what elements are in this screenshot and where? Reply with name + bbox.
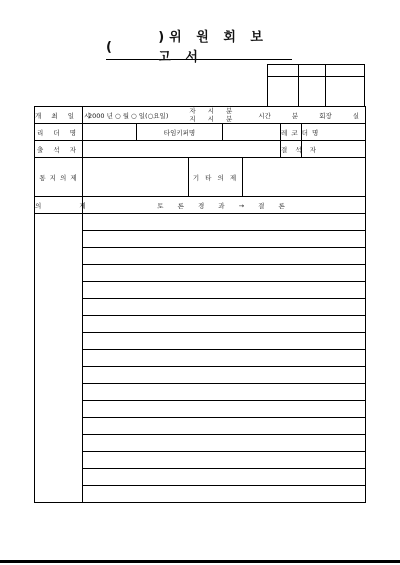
- body-line-row: [35, 299, 366, 316]
- body-line-row: [35, 333, 366, 350]
- discussion-line[interactable]: [83, 486, 366, 503]
- timekeeper-label: 타임키퍼명: [137, 124, 223, 141]
- discussion-line[interactable]: [83, 418, 366, 435]
- datetime-value-cell[interactable]: [83, 107, 366, 124]
- leader-label: 리 더 명: [35, 124, 83, 141]
- datetime-label: 개 최 일 시: [35, 107, 83, 124]
- body-line-row: [35, 401, 366, 418]
- approval-box: [267, 64, 365, 107]
- absentees-label: 결 석 자: [281, 141, 302, 158]
- page-bottom-rule: [0, 560, 400, 563]
- body-line-row: [35, 452, 366, 469]
- approval-header-cell: [268, 65, 299, 77]
- discussion-line[interactable]: [83, 435, 366, 452]
- body-line-row: [35, 231, 366, 248]
- discussion-body: [35, 214, 366, 503]
- attendees-label: 출 석 자: [35, 141, 83, 158]
- discussion-line[interactable]: [83, 299, 366, 316]
- other-value[interactable]: [243, 158, 366, 197]
- body-line-row: [35, 418, 366, 435]
- approval-sign-row: [268, 77, 365, 107]
- body-line-row: [35, 282, 366, 299]
- approval-header-cell: [299, 65, 326, 77]
- approval-sign-cell[interactable]: [326, 77, 365, 107]
- leader-value[interactable]: [83, 124, 137, 141]
- title-text: )위 원 회 보 고 서: [158, 30, 268, 65]
- approval-sign-cell[interactable]: [299, 77, 326, 107]
- discussion-label: 토 론 경 과 → 결 론: [83, 197, 366, 214]
- approval-header-cell: [326, 65, 365, 77]
- other-label: 기 타 의 제: [189, 158, 243, 197]
- discussion-line[interactable]: [83, 265, 366, 282]
- duration-label: 시간: [258, 111, 271, 120]
- body-line-row: [35, 248, 366, 265]
- discussion-line[interactable]: [83, 401, 366, 418]
- time-from: 자 시 분: [189, 107, 238, 115]
- leader-row: [35, 124, 366, 141]
- notice-value[interactable]: [83, 158, 189, 197]
- body-line-row: [35, 316, 366, 333]
- discussion-line[interactable]: [83, 367, 366, 384]
- notice-label: 통 지 의 제: [35, 158, 83, 197]
- discussion-line[interactable]: [83, 333, 366, 350]
- body-line-row: [35, 214, 366, 231]
- body-line-row: [35, 350, 366, 367]
- discussion-line[interactable]: [83, 350, 366, 367]
- venue-suffix: 실: [352, 111, 360, 120]
- body-line-row: [35, 265, 366, 282]
- title-paren: (: [106, 40, 112, 55]
- attendees-value[interactable]: [83, 141, 281, 158]
- time-range: [189, 107, 237, 123]
- agenda-label: 의 제: [35, 197, 83, 214]
- agenda-item-column[interactable]: [35, 214, 83, 503]
- agenda-header-row: [35, 197, 366, 214]
- approval-sign-cell[interactable]: [268, 77, 299, 107]
- body-line-row: [35, 384, 366, 401]
- minute-label: 분: [291, 111, 299, 120]
- body-line-row: [35, 469, 366, 486]
- discussion-line[interactable]: [83, 282, 366, 299]
- body-line-row: [35, 367, 366, 384]
- attendance-row: [35, 141, 366, 158]
- datetime-row: [35, 107, 366, 124]
- approval-header-row: [268, 65, 365, 77]
- discussion-line[interactable]: [83, 214, 366, 231]
- timekeeper-value[interactable]: [223, 124, 281, 141]
- time-to: 지 시 분: [189, 115, 238, 123]
- page-title: [106, 30, 292, 65]
- discussion-line[interactable]: [83, 452, 366, 469]
- body-line-row: [35, 435, 366, 452]
- agenda-info-row: [35, 158, 366, 197]
- discussion-line[interactable]: [83, 316, 366, 333]
- discussion-line[interactable]: [83, 384, 366, 401]
- recorder-label: 레 코 더 명: [281, 124, 302, 141]
- venue-label: 회장: [319, 111, 332, 120]
- report-form: [34, 106, 366, 503]
- discussion-line[interactable]: [83, 231, 366, 248]
- discussion-line[interactable]: [83, 248, 366, 265]
- body-line-row: [35, 486, 366, 503]
- discussion-line[interactable]: [83, 469, 366, 486]
- date-value: 2000 년 ○ 월 ○ 일(○요일): [88, 111, 169, 120]
